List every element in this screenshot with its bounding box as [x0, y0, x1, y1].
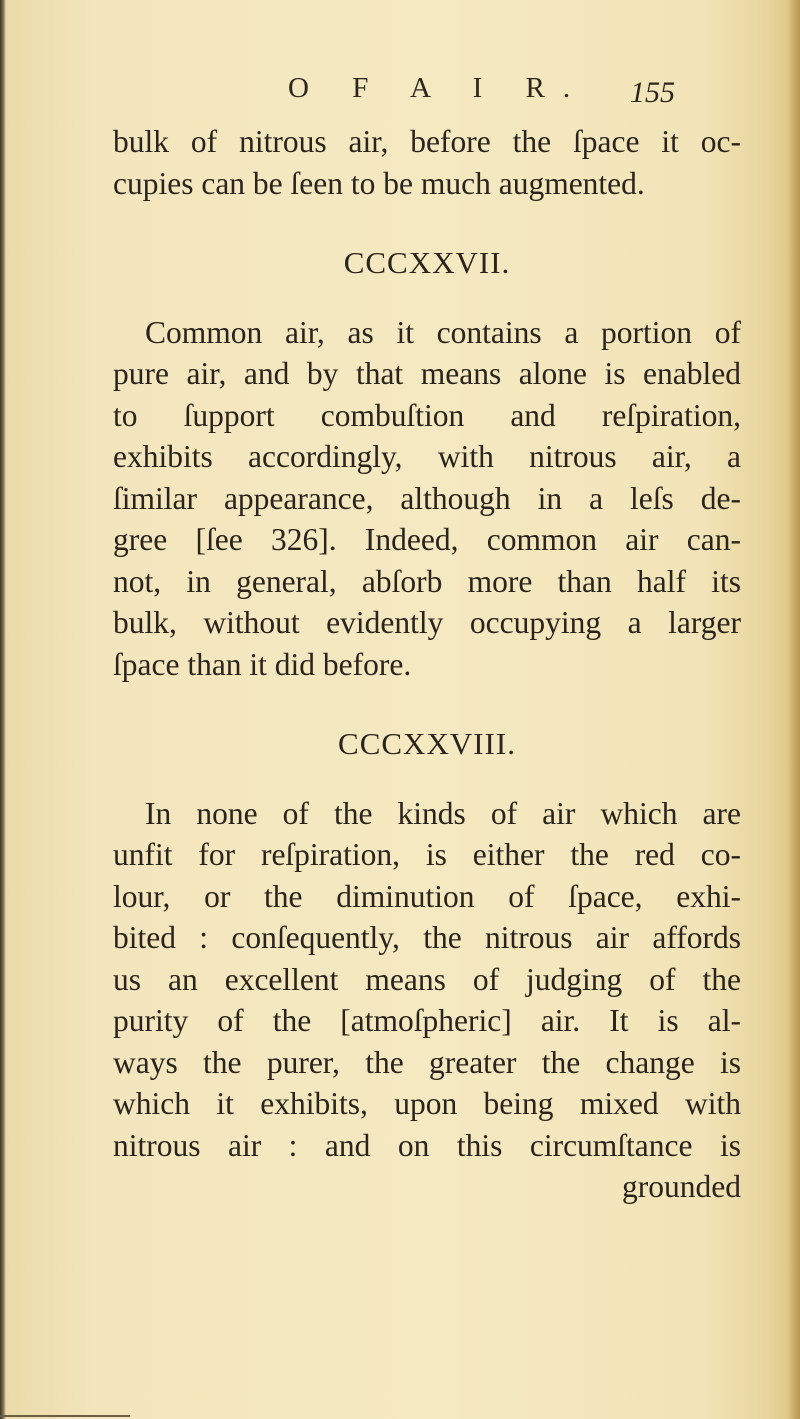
text-line: lour, or the diminution of ſpace, exhi- — [113, 878, 741, 914]
text-line: gree [ſee 326]. Indeed, common air can- — [113, 522, 741, 557]
page-gutter-shadow — [0, 0, 6, 1419]
text-line: unfit for reſpiration, is either the red co- — [113, 837, 741, 872]
running-title: O F A I R. — [288, 72, 589, 104]
bottom-rule — [0, 1415, 130, 1417]
section-heading-cccxxvii: CCCXXVII. — [343, 245, 511, 280]
text-line: to ſupport combuſtion and reſpiration, — [113, 397, 741, 433]
text-line: Common air, as it contains a portion of — [145, 314, 741, 350]
text-line: nitrous air : and on this circumſtance is — [113, 1127, 741, 1163]
text-line: bulk, without evidently occupying a larger — [113, 605, 741, 640]
text-line: In none of the kinds of air which are — [145, 795, 741, 831]
text-line: pure air, and by that means alone is enabled — [113, 356, 741, 391]
text-line: bulk of nitrous air, before the ſpace it oc- — [113, 124, 741, 159]
text-line: us an excellent means of judging of the — [113, 961, 741, 997]
text-line: purity of the [atmoſpheric] air. It is al- — [113, 1003, 741, 1038]
paragraph-cccxxvii — [113, 312, 741, 686]
page-edge-stain — [788, 0, 800, 1419]
text-line: exhibits accordingly, with nitrous air, a — [113, 439, 741, 474]
text-line: ſpace than it did before. — [113, 646, 412, 682]
text-line: ſimilar appearance, although in a leſs de- — [113, 480, 741, 516]
text-line: cupies can be ſeen to be much augmented. — [113, 165, 645, 201]
catchword: grounded — [622, 1169, 741, 1204]
text-line: bited : conſequently, the nitrous air affords — [113, 920, 741, 955]
page-body — [113, 121, 741, 1208]
paragraph-cccxxviii — [113, 793, 741, 1208]
section-heading-cccxxviii: CCCXXVIII. — [338, 726, 516, 761]
running-head — [0, 72, 800, 112]
text-line: which it exhibits, upon being mixed with — [113, 1086, 741, 1121]
text-line: not, in general, abſorb more than half its — [113, 563, 741, 599]
text-line: ways the purer, the greater the change is — [113, 1044, 741, 1080]
page-number: 155 — [630, 76, 675, 109]
paragraph-continuation — [113, 121, 741, 204]
